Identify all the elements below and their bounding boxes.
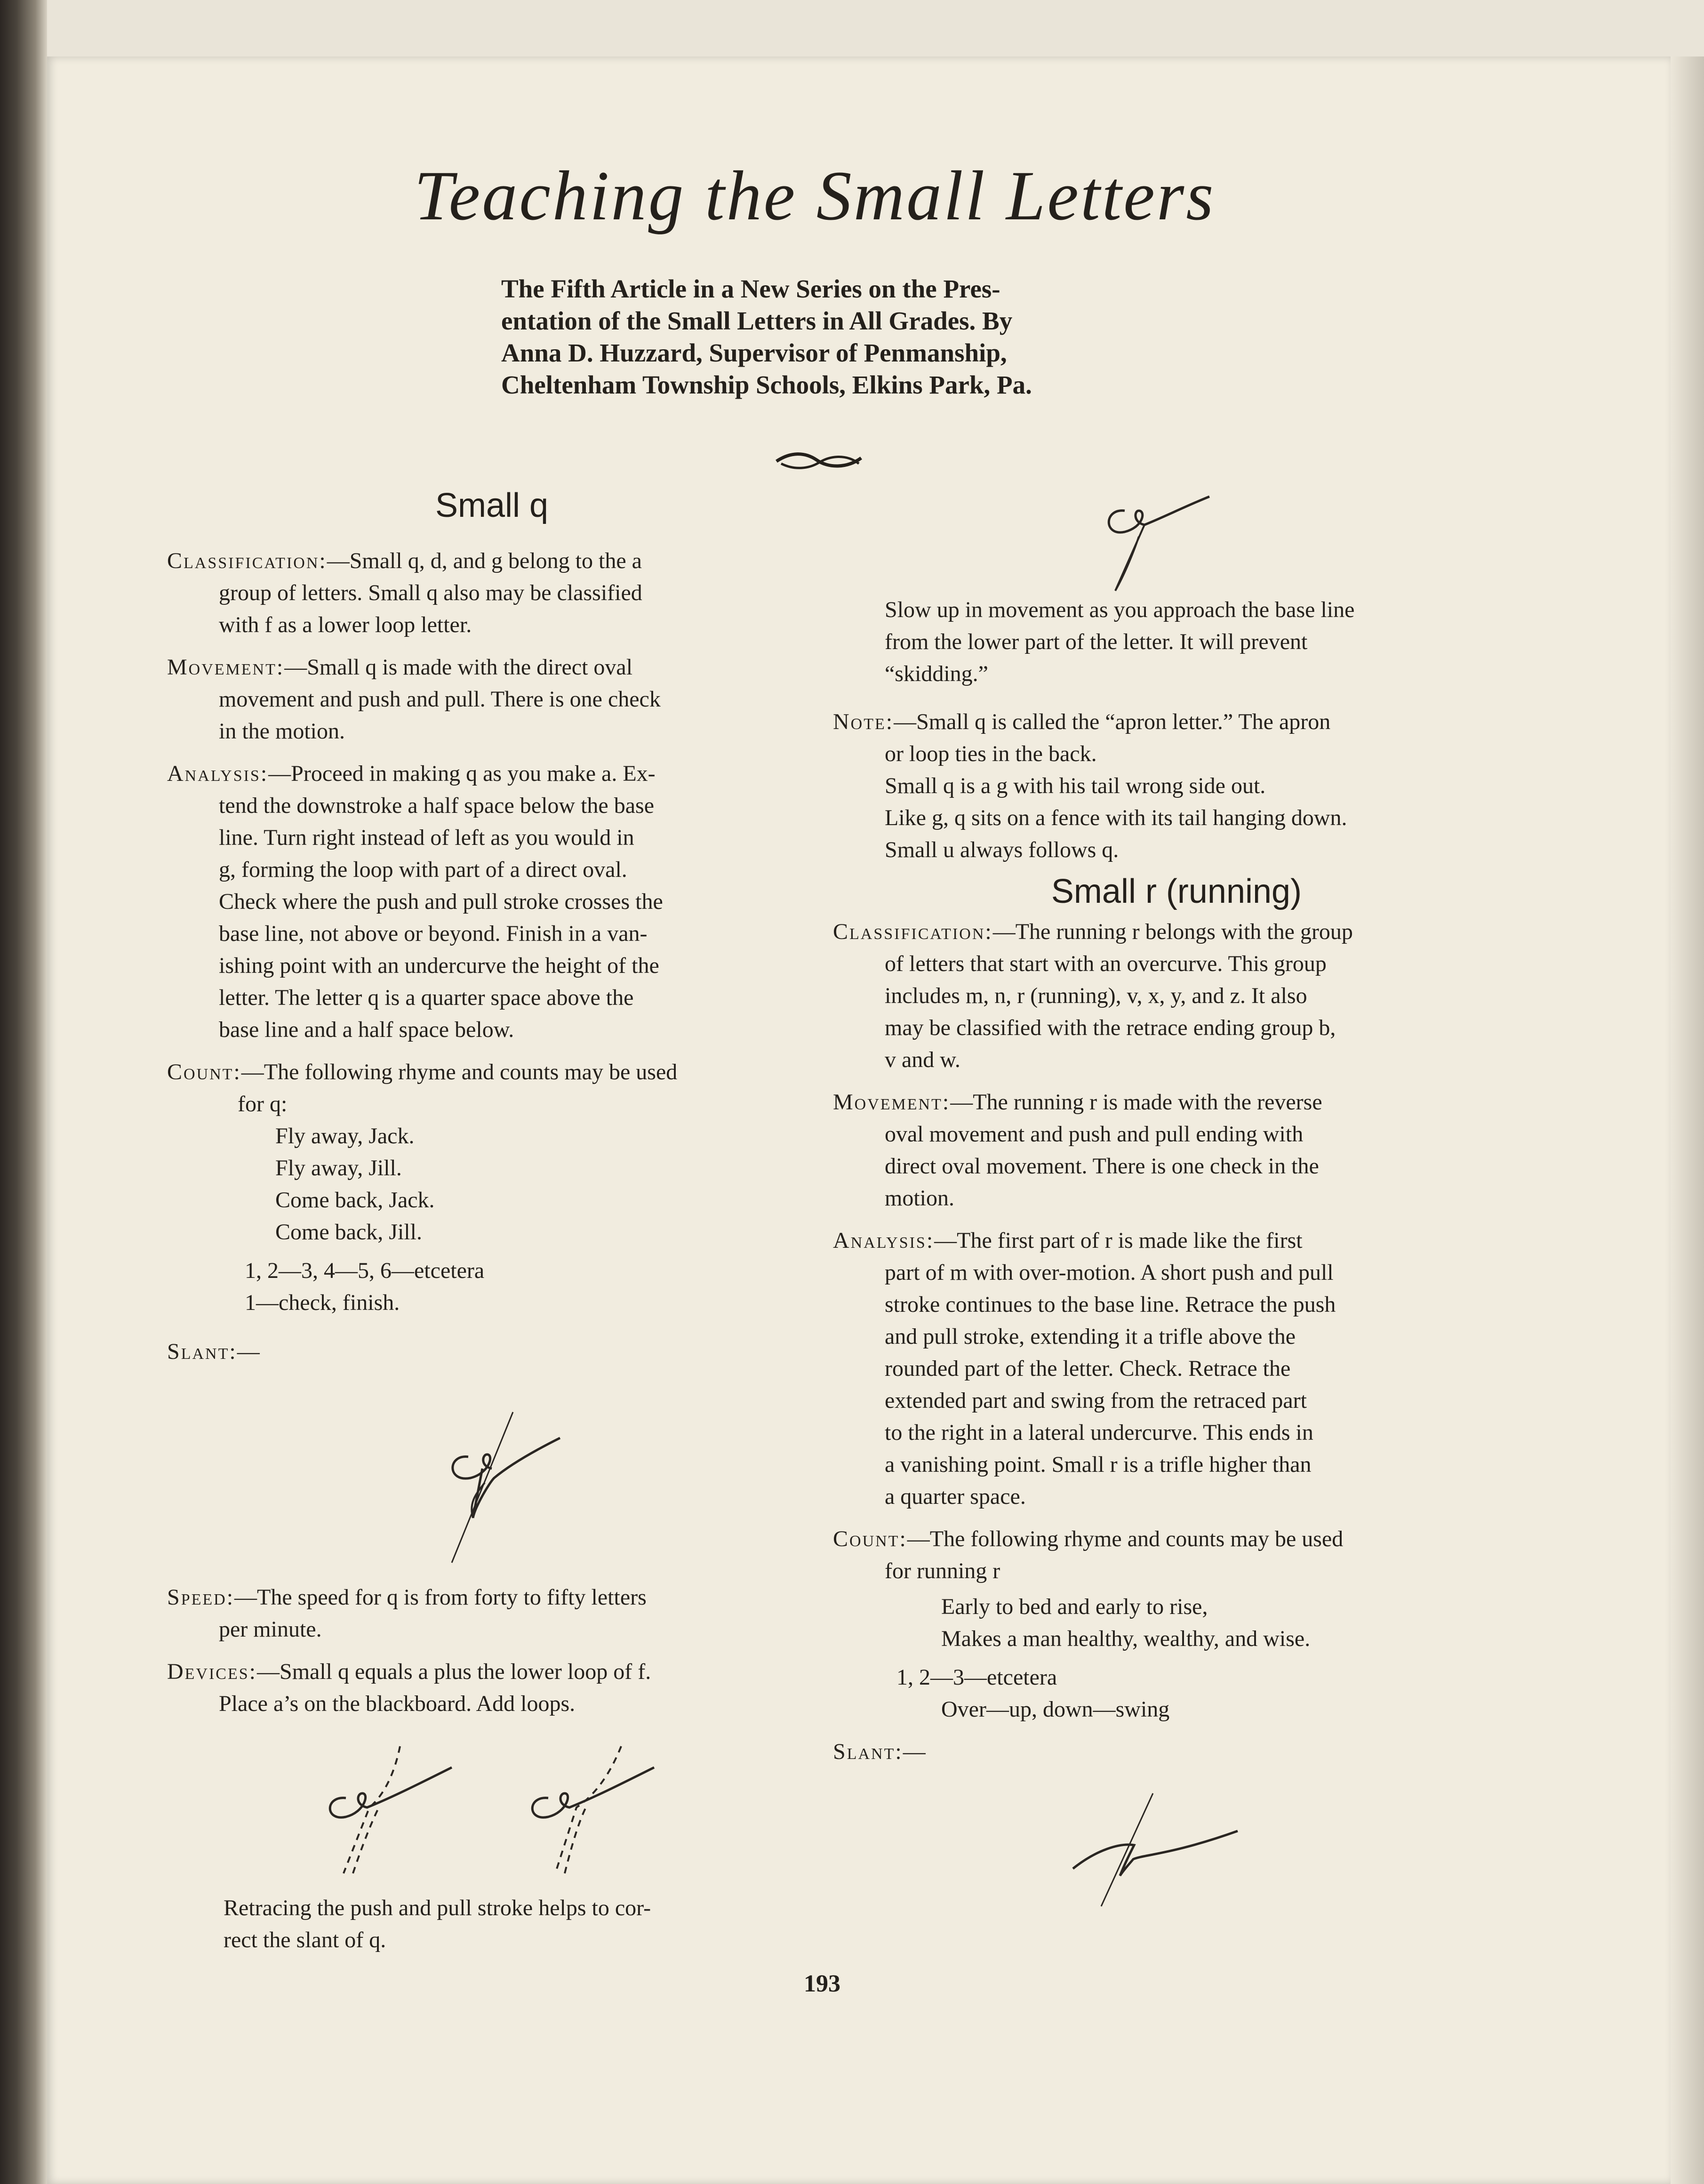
- body-text: —Small q equals a plus the lower loop of f.: [257, 1659, 651, 1684]
- body-text: Retracing the push and pull stroke helps to cor-: [224, 1895, 651, 1920]
- article-subtitle: [501, 273, 1151, 401]
- count-line: 1—check, finish.: [245, 1290, 400, 1315]
- retrace-note: [224, 1892, 816, 1956]
- rhyme-line: Early to bed and early to rise,: [941, 1594, 1208, 1619]
- subtitle-line: entation of the Small Letters in All Grades. By: [501, 306, 1013, 335]
- body-text: part of m with over-motion. A short push and pull: [885, 1260, 1334, 1285]
- body-text: group of letters. Small q also may be classified: [219, 580, 642, 605]
- body-text: —Proceed in making q as you make a. Ex-: [268, 761, 656, 786]
- slant-q: [167, 1336, 816, 1368]
- body-text: with f as a lower loop letter.: [219, 612, 472, 637]
- body-text: —Small q is made with the direct oval: [284, 655, 633, 680]
- analysis-q: [167, 758, 816, 1046]
- body-text: base line, not above or beyond. Finish in a van-: [219, 921, 648, 946]
- label-movement: Movement:: [833, 1090, 951, 1115]
- body-text: Like g, q sits on a fence with its tail hanging down.: [885, 805, 1347, 830]
- rhyme-line: Makes a man healthy, wealthy, and wise.: [941, 1626, 1311, 1651]
- article-title: Teaching the Small Letters: [414, 157, 1216, 235]
- label-classification: Classification:: [167, 548, 327, 573]
- count-line: 1, 2—3, 4—5, 6—etcetera: [245, 1258, 485, 1283]
- body-text: rounded part of the letter. Check. Retrace the: [885, 1356, 1291, 1381]
- subtitle-line: The Fifth Article in a New Series on the Pres-: [501, 274, 1000, 303]
- body-text: may be classified with the retrace ending group b,: [885, 1015, 1336, 1040]
- page-edge: [1671, 56, 1704, 2184]
- body-text: includes m, n, r (running), v, x, y, and z. It also: [885, 983, 1307, 1008]
- body-text: g, forming the loop with part of a direct oval.: [219, 857, 627, 882]
- label-classification: Classification:: [833, 919, 993, 944]
- body-text: —The first part of r is made like the first: [934, 1228, 1303, 1253]
- body-text: in the motion.: [219, 719, 345, 744]
- analysis-r: [833, 1225, 1492, 1513]
- label-analysis: Analysis:: [167, 761, 269, 786]
- subtitle-line: Anna D. Huzzard, Supervisor of Penmanship,: [501, 338, 1007, 367]
- handwritten-q-image: [1092, 490, 1214, 598]
- left-column: [167, 487, 816, 1368]
- body-text: Place a’s on the blackboard. Add loops.: [219, 1691, 576, 1716]
- body-text: —The running r is made with the reverse: [950, 1090, 1322, 1115]
- body-text: oval movement and push and pull ending with: [885, 1122, 1304, 1147]
- subtitle-line: Cheltenham Township Schools, Elkins Park, Pa.: [501, 370, 1032, 399]
- body-text: stroke continues to the base line. Retrace the push: [885, 1292, 1336, 1317]
- body-text: a vanishing point. Small r is a trifle higher than: [885, 1452, 1312, 1477]
- body-text: for running r: [885, 1558, 1000, 1583]
- left-column-lower: [167, 1582, 816, 1720]
- count-line: 1, 2—3—etcetera: [896, 1665, 1057, 1690]
- body-text: —Small q, d, and g belong to the a: [327, 548, 642, 573]
- speed-q: [167, 1582, 816, 1646]
- classification-q: [167, 545, 816, 641]
- body-text: —: [237, 1339, 260, 1364]
- body-text: a quarter space.: [885, 1484, 1026, 1509]
- book-gutter: [0, 0, 47, 2184]
- body-text: direct oval movement. There is one check in the: [885, 1154, 1319, 1179]
- note-q: [833, 706, 1492, 866]
- body-text: —The running r belongs with the group: [992, 919, 1353, 944]
- classification-r: [833, 916, 1492, 1076]
- body-text: of letters that start with an overcurve. This group: [885, 951, 1327, 976]
- body-text: —The speed for q is from forty to fifty letters: [234, 1585, 647, 1610]
- body-text: extended part and swing from the retraced part: [885, 1388, 1307, 1413]
- rhyme-line: Fly away, Jack.: [275, 1124, 415, 1148]
- handwritten-q-slant-image: [438, 1407, 569, 1567]
- body-text: for q:: [238, 1092, 288, 1116]
- dashed-q-loop-image: [315, 1742, 475, 1883]
- body-text: Small q is a g with his tail wrong side out.: [885, 773, 1266, 798]
- body-text: Small u always follows q.: [885, 837, 1119, 862]
- body-text: or loop ties in the back.: [885, 741, 1097, 766]
- count-q: [167, 1056, 816, 1319]
- movement-r: [833, 1086, 1492, 1214]
- body-text: letter. The letter q is a quarter space above the: [219, 985, 634, 1010]
- label-count: Count:: [167, 1060, 241, 1084]
- body-text: ishing point with an undercurve the height of the: [219, 953, 659, 978]
- body-text: v and w.: [885, 1047, 960, 1072]
- label-speed: Speed:: [167, 1585, 235, 1610]
- slow-up-paragraph: [833, 594, 1492, 690]
- label-count: Count:: [833, 1526, 907, 1551]
- page-number: 193: [804, 1970, 840, 1997]
- section-heading-small-q: Small q: [435, 487, 549, 524]
- body-text: from the lower part of the letter. It will prevent: [885, 629, 1308, 654]
- right-column: [833, 594, 1492, 1768]
- body-text: and pull stroke, extending it a trifle above the: [885, 1324, 1296, 1349]
- rhyme-line: Come back, Jill.: [275, 1220, 422, 1245]
- label-movement: Movement:: [167, 655, 285, 680]
- body-text: per minute.: [219, 1617, 322, 1642]
- rhyme-line: Come back, Jack.: [275, 1188, 435, 1212]
- body-text: “skidding.”: [885, 661, 988, 686]
- body-text: Slow up in movement as you approach the base line: [885, 597, 1355, 622]
- body-text: base line and a half space below.: [219, 1017, 514, 1042]
- body-text: movement and push and pull. There is one check: [219, 687, 661, 712]
- body-text: —The following rhyme and counts may be used: [241, 1060, 678, 1084]
- body-text: —The following rhyme and counts may be used: [907, 1526, 1344, 1551]
- body-text: motion.: [885, 1186, 955, 1211]
- devices-q: [167, 1656, 816, 1720]
- body-text: rect the slant of q.: [224, 1927, 386, 1952]
- rhyme-line: Fly away, Jill.: [275, 1156, 402, 1180]
- label-note: Note:: [833, 709, 894, 734]
- handwritten-r-slant-image: [1059, 1789, 1247, 1911]
- body-text: —Small q is called the “apron letter.” The apron: [894, 709, 1331, 734]
- body-text: tend the downstroke a half space below the base: [219, 793, 655, 818]
- body-text: to the right in a lateral undercurve. This ends in: [885, 1420, 1313, 1445]
- slant-r: [833, 1736, 1492, 1768]
- body-text: —: [903, 1739, 926, 1764]
- body-text: Check where the push and pull stroke crosses the: [219, 889, 663, 914]
- count-line: Over—up, down—swing: [941, 1697, 1170, 1722]
- label-slant: Slant:: [833, 1739, 903, 1764]
- label-analysis: Analysis:: [833, 1228, 935, 1253]
- label-devices: Devices:: [167, 1659, 257, 1684]
- label-slant: Slant:: [167, 1339, 237, 1364]
- dashed-q-loop-image: [518, 1742, 678, 1883]
- flourish-ornament-icon: [772, 450, 866, 473]
- count-r: [833, 1523, 1492, 1726]
- movement-q: [167, 651, 816, 747]
- section-heading-small-r: Small r (running): [1051, 873, 1302, 910]
- body-text: line. Turn right instead of left as you would in: [219, 825, 634, 850]
